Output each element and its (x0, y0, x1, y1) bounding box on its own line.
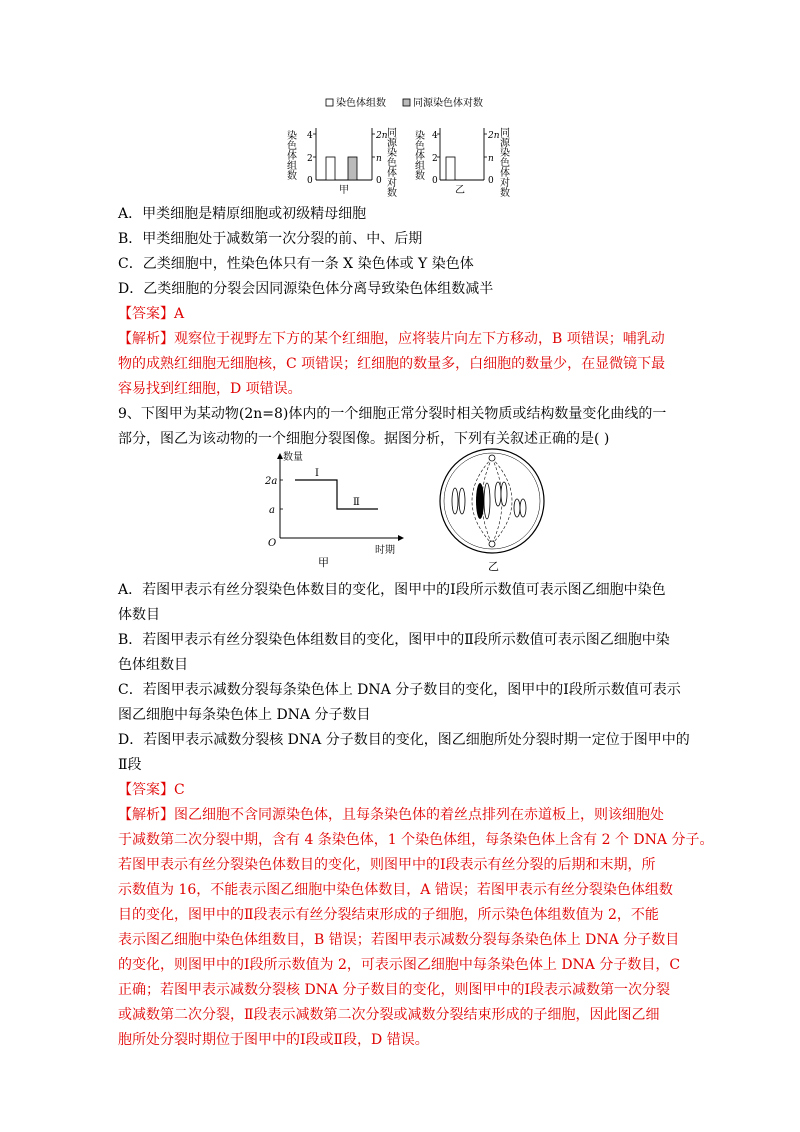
jia-tick-a: a (269, 505, 275, 516)
tick-0-yi: 0 (432, 176, 438, 186)
legend-label-pairs: 同源染色体对数 (413, 98, 483, 109)
axis-label-right-yi: 同源染色体对数 (497, 127, 509, 197)
legend-label-sets: 染色体组数 (336, 98, 386, 109)
q8-option-b: B．甲类细胞处于减数第一次分裂的前、中、后期 (118, 231, 423, 247)
bar-yi-sets (446, 157, 455, 180)
q9-analysis-line-3: 若图甲表示有丝分裂染色体数目的变化，则图甲中的Ⅰ段表示有丝分裂的后期和末期，所 (118, 857, 656, 873)
q8-analysis-line-1: 【解析】观察位于视野左下方的某个红细胞，应将装片向左下方移动，B 项错误；哺乳动 (118, 331, 665, 347)
tick-2n-yi: 2n (488, 131, 500, 141)
tick-n-jia: n (376, 154, 382, 164)
q9-analysis-line-1: 【解析】图乙细胞不含同源染色体，且每条染色体的着丝点排列在赤道板上，则该细胞处 (118, 807, 664, 823)
figure-jia-step-graph (255, 446, 415, 571)
q9-option-b-line-1: B．若图甲表示有丝分裂染色体组数目的变化，图甲中的Ⅱ段所示数值可表示图乙细胞中染 (118, 632, 670, 648)
q9-stem-line-1: 9、下图甲为某动物(2n=8)体内的一个细胞正常分裂时相关物质或结构数量变化曲线的一 (118, 406, 667, 422)
jia-ylabel: 数量 (283, 452, 303, 463)
q8-analysis-line-3: 容易找到红细胞，D 项错误。 (118, 381, 302, 397)
jia-segment-2: Ⅱ (353, 497, 360, 508)
yi-caption: 乙 (488, 560, 499, 573)
q9-option-a-line-2: 体数目 (118, 607, 160, 623)
jia-segment-1: Ⅰ (315, 468, 319, 479)
q9-option-d-line-2: Ⅱ段 (118, 757, 142, 773)
q9-option-c-line-2: 图乙细胞中每条染色体上 DNA 分子数目 (118, 707, 371, 723)
jia-tick-2a: 2a (265, 476, 278, 487)
jia-origin: O (268, 538, 277, 549)
panel-label-jia: 甲 (339, 185, 349, 196)
q9-option-a-line-1: A．若图甲表示有丝分裂染色体数目的变化，图甲中的Ⅰ段所示数值可表示图乙细胞中染色 (118, 582, 666, 598)
q9-analysis-line-8: 正确；若图甲表示减数分裂核 DNA 分子数目的变化，则图甲中的Ⅰ段表示减数第一次分裂 (118, 982, 671, 998)
tick-4-jia: 4 (307, 131, 313, 141)
panel-label-yi: 乙 (455, 185, 465, 196)
q9-analysis-line-10: 胞所处分裂时期位于图甲中的Ⅰ段或Ⅱ段，D 错误。 (118, 1032, 429, 1048)
tick-0r-yi: 0 (488, 176, 494, 186)
q9-option-d-line-1: D．若图甲表示减数分裂核 DNA 分子数目的变化，图乙细胞所处分裂时期一定位于图甲中的 (118, 732, 690, 748)
q8-analysis-line-2: 物的成熟红细胞无细胞核，C 项错误；红细胞的数量多，白细胞的数量少，在显微镜下最 (118, 356, 666, 372)
figure-chromosome-bars (270, 92, 530, 197)
tick-2n-jia: 2n (376, 131, 388, 141)
tick-2-yi: 2 (432, 154, 438, 164)
q9-analysis-line-6: 表示图乙细胞中染色体组数目，B 错误；若图甲表示减数分裂每条染色体上 DNA 分子数目 (118, 932, 680, 948)
jia-step-line (295, 480, 378, 509)
bar-jia-sets (326, 157, 335, 180)
bar-jia-pairs (348, 157, 357, 180)
axis-label-left-jia: 染色体组数 (284, 130, 296, 180)
q9-analysis-line-4: 示数值为 16，不能表示图乙细胞中染色体数目，A 错误；若图甲表示有丝分裂染色体组数 (118, 882, 673, 898)
tick-0r-jia: 0 (376, 176, 382, 186)
axis-label-right-jia: 同源染色体对数 (384, 127, 396, 197)
q9-analysis-line-5: 目的变化，图甲中的Ⅱ段表示有丝分裂结束形成的子细胞，所示染色体组数值为 2，不能 (118, 907, 659, 923)
q9-analysis-line-2: 于减数第二次分裂中期，含有 4 条染色体，1 个染色体组，每条染色体上含有 2 个 DNA 分子。 (118, 832, 714, 848)
axis-label-left-yi: 染色体组数 (412, 130, 424, 180)
jia-caption: 甲 (318, 556, 329, 569)
q9-analysis-line-7: 的变化，则图甲中的Ⅰ段所示数值为 2，可表示图乙细胞中每条染色体上 DNA 分子数目，C (118, 957, 681, 973)
jia-xlabel: 时期 (375, 545, 395, 556)
q8-option-c: C．乙类细胞中，性染色体只有一条 X 染色体或 Y 染色体 (118, 256, 474, 272)
q9-stem-line-2: 部分，图乙为该动物的一个细胞分裂图像。据图分析，下列有关叙述正确的是( ) (118, 431, 610, 447)
tick-0-jia: 0 (307, 176, 313, 186)
tick-4-yi: 4 (432, 131, 438, 141)
q8-option-a: A．甲类细胞是精原细胞或初级精母细胞 (118, 206, 367, 222)
figure-yi-cell (432, 446, 552, 576)
tick-n-yi: n (488, 154, 494, 164)
q8-option-d: D．乙类细胞的分裂会因同源染色体分离导致染色体组数减半 (118, 281, 494, 297)
q9-answer: 【答案】C (118, 782, 185, 798)
q9-analysis-line-9: 或减数第二次分裂，Ⅱ段表示减数第二次分裂或减数分裂结束形成的子细胞，因此图乙细 (118, 1007, 660, 1023)
q9-option-b-line-2: 色体组数目 (118, 657, 188, 673)
q9-option-c-line-1: C．若图甲表示减数分裂每条染色体上 DNA 分子数目的变化，图甲中的Ⅰ段所示数值可表示 (118, 682, 681, 698)
tick-2-jia: 2 (307, 154, 313, 164)
q8-answer: 【答案】A (118, 306, 185, 322)
